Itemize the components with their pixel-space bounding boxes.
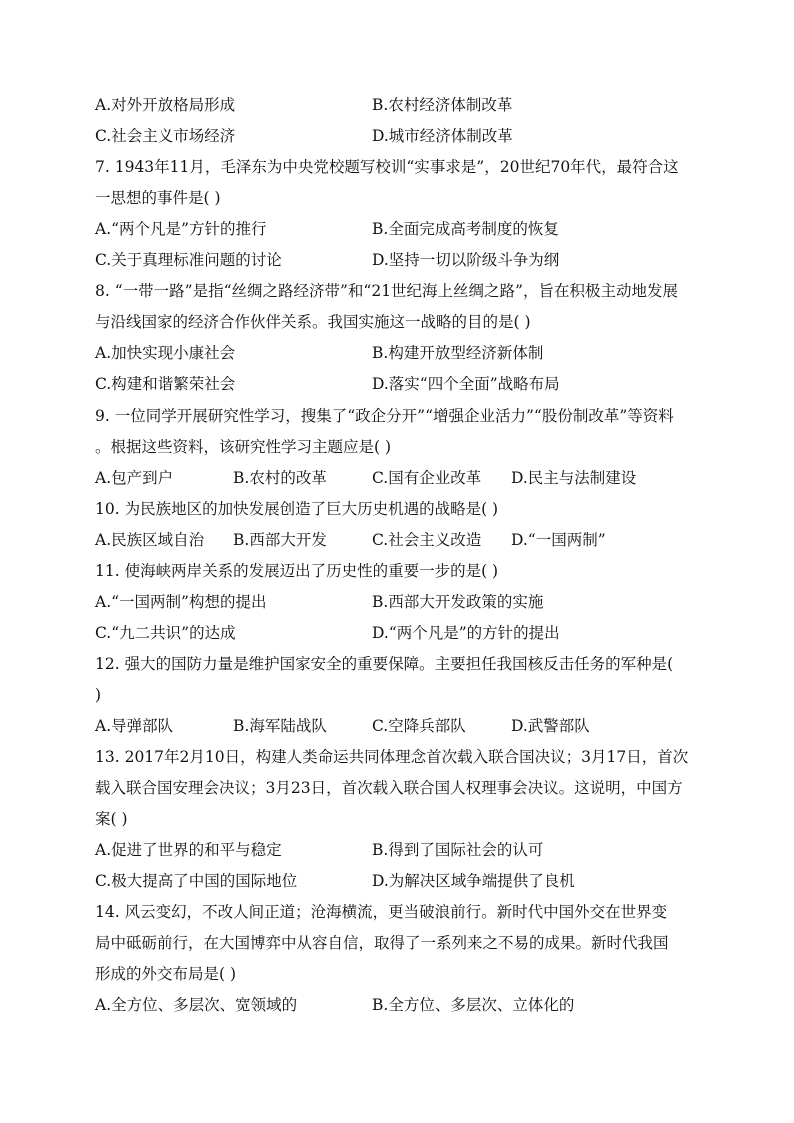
option-a: A.民族区域自治 <box>95 531 205 549</box>
option-row <box>95 463 705 494</box>
option-d: D.民主与法制建设 <box>511 469 637 487</box>
option-d: D.武警部队 <box>511 717 590 735</box>
option-b: B.西部大开发政策的实施 <box>372 593 544 611</box>
option-b: B.全方位、多层次、立体化的 <box>372 996 575 1014</box>
option-b: B.农村经济体制改革 <box>372 96 513 114</box>
option-row <box>95 245 705 276</box>
question-7-text: 7. 1943年11月，毛泽东为中央党校题写校训“实事求是”，20世纪70年代，最符合这 <box>95 158 679 176</box>
question-14-text: 14. 风云变幻，不改人间正道；沧海横流，更当破浪前行。新时代中国外交在世界变 <box>95 903 668 921</box>
option-b: B.全面完成高考制度的恢复 <box>372 220 559 238</box>
option-row <box>95 990 705 1021</box>
option-d: D.落实“四个全面”战略布局 <box>372 375 560 393</box>
option-b: B.得到了国际社会的认可 <box>372 841 544 859</box>
question-10-text: 10. 为民族地区的加快发展创造了巨大历史机遇的战略是( ) <box>95 500 499 518</box>
option-c: C.构建和谐繁荣社会 <box>95 375 236 393</box>
option-row <box>95 338 705 369</box>
option-c: C.极大提高了中国的国际地位 <box>95 872 298 890</box>
option-b: B.海军陆战队 <box>233 717 327 735</box>
question-8-text: 8. “一带一路”是指“丝绸之路经济带”和“21世纪海上丝绸之路”，旨在积极主动地发展 <box>95 282 678 300</box>
option-d: D.为解决区域争端提供了良机 <box>372 872 575 890</box>
option-c: C.空降兵部队 <box>372 717 466 735</box>
question-13-text: 案( ) <box>95 810 128 828</box>
option-c: C.国有企业改革 <box>372 469 482 487</box>
option-c: C.关于真理标准问题的讨论 <box>95 251 282 269</box>
question-12-text: ) <box>95 686 102 704</box>
option-row <box>95 711 705 742</box>
option-row <box>95 121 705 152</box>
option-row <box>95 90 705 121</box>
option-row <box>95 525 705 556</box>
question-14-text: 形成的外交布局是( ) <box>95 965 237 983</box>
question-7-text: 一思想的事件是( ) <box>95 189 221 207</box>
option-row <box>95 214 705 245</box>
option-d: D.城市经济体制改革 <box>372 127 513 145</box>
option-a: A.全方位、多层次、宽领域的 <box>95 996 298 1014</box>
option-row <box>95 618 705 649</box>
option-row <box>95 369 705 400</box>
question-13-text: 载入联合国安理会决议；3月23日，首次载入联合国人权理事会决议。这说明，中国方 <box>95 779 683 797</box>
option-b: B.构建开放型经济新体制 <box>372 344 544 362</box>
option-d: D.坚持一切以阶级斗争为纲 <box>372 251 560 269</box>
option-d: D.“一国两制” <box>511 531 606 549</box>
question-14-text: 局中砥砺前行，在大国博弈中从容自信，取得了一系列来之不易的成果。新时代我国 <box>95 934 669 952</box>
option-a: A.包产到户 <box>95 469 174 487</box>
option-c: C.社会主义市场经济 <box>95 127 236 145</box>
option-c: C.“九二共识”的达成 <box>95 624 236 642</box>
option-row <box>95 835 705 866</box>
option-b: B.农村的改革 <box>233 469 327 487</box>
option-a: A.加快实现小康社会 <box>95 344 236 362</box>
option-row <box>95 587 705 618</box>
question-8-text: 与沿线国家的经济合作伙伴关系。我国实施这一战略的目的是( ) <box>95 313 531 331</box>
question-12-text: 12. 强大的国防力量是维护国家安全的重要保障。主要担任我国核反击任务的军种是( <box>95 655 674 673</box>
option-b: B.西部大开发 <box>233 531 327 549</box>
option-row <box>95 866 705 897</box>
question-13-text: 13. 2017年2月10日，构建人类命运共同体理念首次载入联合国决议；3月17日，首次 <box>95 748 689 766</box>
question-9-text: 9. 一位同学开展研究性学习，搜集了“政企分开”“增强企业活力”“股份制改革”等资料 <box>95 407 674 425</box>
option-a: A.“一国两制”构想的提出 <box>95 593 267 611</box>
question-9-text: 。根据这些资料，该研究性学习主题应是( ) <box>95 438 392 456</box>
option-a: A.对外开放格局形成 <box>95 96 236 114</box>
question-11-text: 11. 使海峡两岸关系的发展迈出了历史性的重要一步的是( ) <box>95 562 499 580</box>
option-d: D.“两个凡是”的方针的提出 <box>372 624 560 642</box>
option-a: A.导弹部队 <box>95 717 174 735</box>
option-a: A.“两个凡是”方针的推行 <box>95 220 267 238</box>
option-a: A.促进了世界的和平与稳定 <box>95 841 282 859</box>
option-c: C.社会主义改造 <box>372 531 482 549</box>
